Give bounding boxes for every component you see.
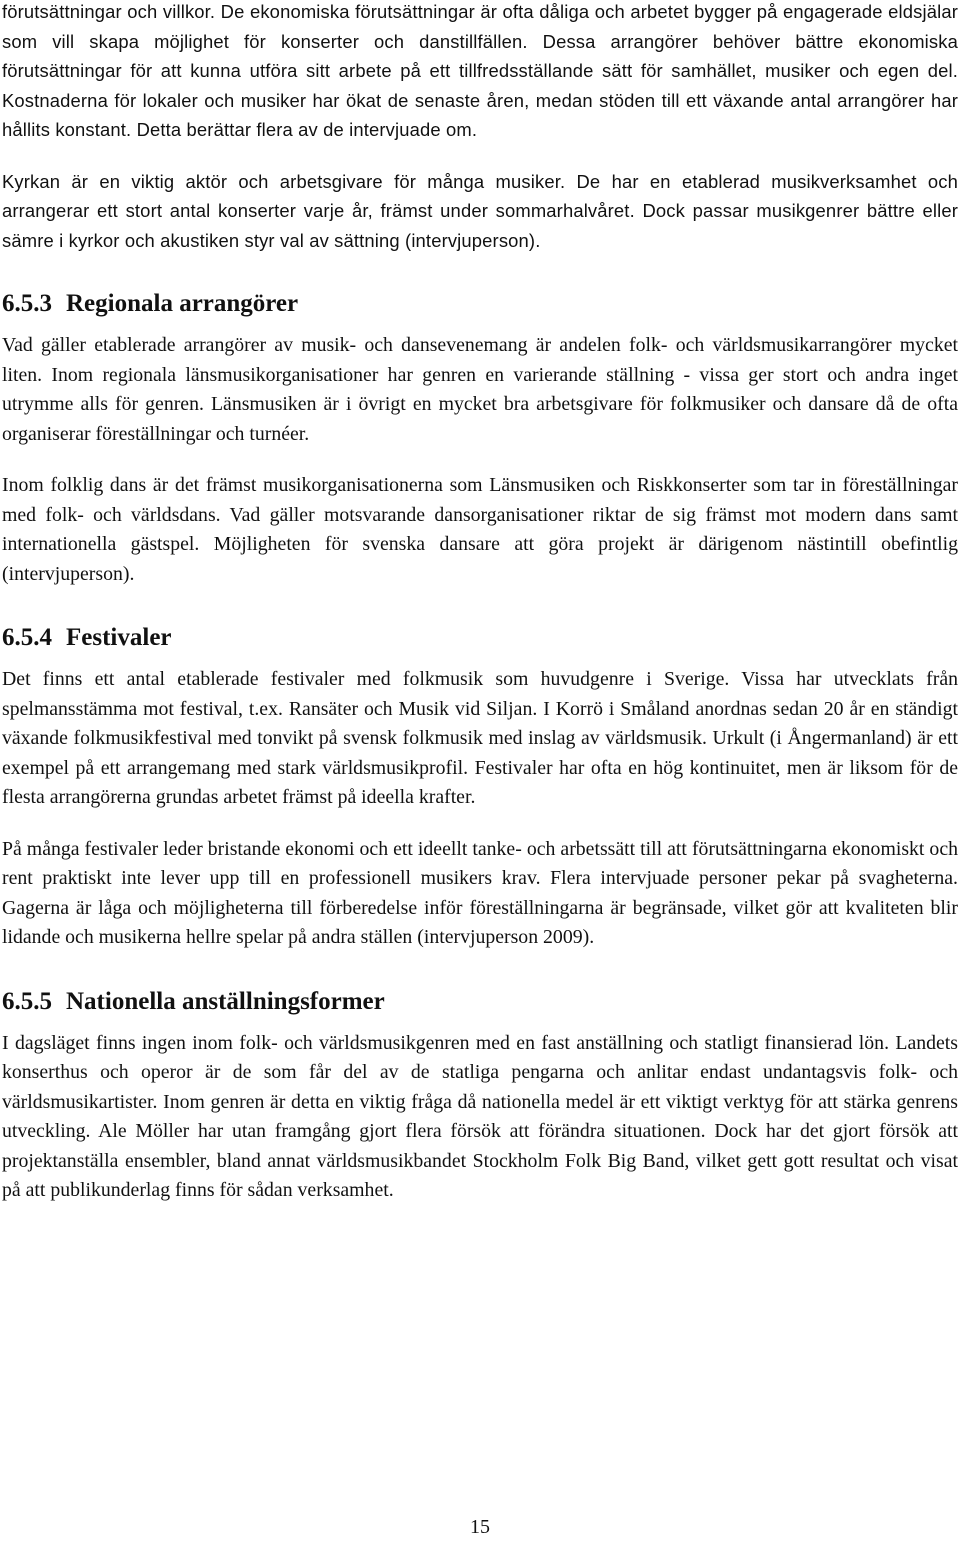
section-title: Regionala arrangörer: [66, 290, 299, 317]
heading-gap: [2, 653, 958, 665]
paragraph-church: Kyrkan är en viktig aktör och arbetsgivare för många musiker. De har en etablerad musikverksamhet och arrangerar ett stort antal konserter varje år, främst under sommarhalvåret. Dock passar musikgenrer bättre eller sämre i kyrkor och akustiken styr val av sättning (intervjuperson).: [2, 170, 958, 251]
paragraph-gap: [2, 145, 958, 167]
section-title: Nationella anställningsformer: [66, 987, 385, 1015]
heading-gap: [2, 1017, 958, 1029]
page-number: 15: [470, 1516, 490, 1538]
section-gap: [2, 953, 958, 987]
paragraph-folk-dance: Inom folklig dans är det främst musikorganisationerna som Länsmusiken och Riskkonserter som tar in föreställningar med folk- och världsdans. Vad gäller motsvarande dansorganisationer riktar de sig främst mot modern dans samt internationella gästspel. Möjligheten för svenska dansare att göra projekt är därigenom nästintill obefintlig (intervjuperson).: [2, 474, 958, 585]
paragraph-gap: [2, 449, 958, 471]
paragraph-festivals: Det finns ett antal etablerade festivaler med folkmusik som huvudgenre i Sverige. Vissa har utvecklats från spelmansstämma mot festival, t.ex. Ransäter och Musik vid Siljan. I Korrö i Småland anordnas sedan 20 år en ständigt växande folkmusikfestival med tonvikt på svensk folkmusik med inslag av världsmusik. Urkult (i Ångermanland) är ett exempel på ett arrangemang med stark världsmusikprofil. Festivaler har ofta en hög kontinuitet, men är liksom för de flesta arrangörerna grundas arbetet främst på ideella krafter.: [2, 668, 958, 808]
section-title: Festivaler: [66, 624, 172, 651]
section-gap: [2, 589, 958, 623]
section-number: 6.5.4: [2, 624, 52, 651]
paragraph-national-employment: I dagsläget finns ingen inom folk- och världsmusikgenren med en fast anställning och statligt finansierad lön. Landets konserthus och operor är de som får del av de statliga pengarna och anlitar endast undantagsvis folk- och världsmusikartister. Inom genren är detta en viktig fråga då nationella medel är ett viktigt verktyg för att stärka genrens utveckling. Ale Möller har utan framgång gjort flera försök att förändra situationen. Dock har det gjort försök att projektanställa ensembler, bland annat världsmusikbandet Stockholm Folk Big Band, vilket gett gott resultat och visat på att publikunderlag finns för sådan verksamhet.: [2, 1031, 958, 1201]
section-number: 6.5.5: [2, 987, 52, 1015]
paragraph-festival-economy: På många festivaler leder bristande ekonomi och ett ideellt tanke- och arbetssätt till att förutsättningarna ekonomiskt och rent praktiskt inte lever upp till en professionell musikers krav. Flera intervjuade personer pekar på svagheterna. Gagerna är låga och möjligheterna till förberedelse inför föreställningarna är begränsade, vilket gör att kvaliteten blir lidande och musikerna hellre spelar på andra ställen (intervjuperson 2009).: [2, 837, 958, 948]
section-number: 6.5.3: [2, 290, 52, 317]
section-gap: [2, 255, 958, 289]
section-heading-national-employment: [2, 987, 958, 1017]
paragraph-gap: [2, 813, 958, 835]
section-heading-regional: [2, 289, 958, 319]
heading-gap: [2, 319, 958, 331]
paragraph-regional-organizers: Vad gäller etablerade arrangörer av musik- och dansevenemang är andelen folk- och världsmusikarrangörer mycket liten. Inom regionala länsmusikorganisationer har genren en varierande ställning - vissa ger stort och andra inget utrymme alls för genren. Länsmusiken är i övrigt en mycket bra arbetsgivare för folkmusiker och dansare då de ofta organiserar föreställningar och turnéer.: [2, 334, 958, 445]
section-heading-festivals: [2, 623, 958, 653]
paragraph-costs: förutsättningar och villkor. De ekonomiska förutsättningar är ofta dåliga och arbetet bygger på engagerade eldsjälar som vill skapa möjlighet för konserter och danstillfällen. Dessa arrangörer behöver bättre ekonomiska förutsättningar för att kunna utföra sitt arbete på ett tillfredsställande sätt för samhället, musiker och egen del. Kostnaderna för lokaler och musiker har ökat de senaste åren, medan stöden till ett växande antal arrangörer har hållits konstant. Detta berättar flera av de intervjuade om.: [2, 1, 958, 140]
